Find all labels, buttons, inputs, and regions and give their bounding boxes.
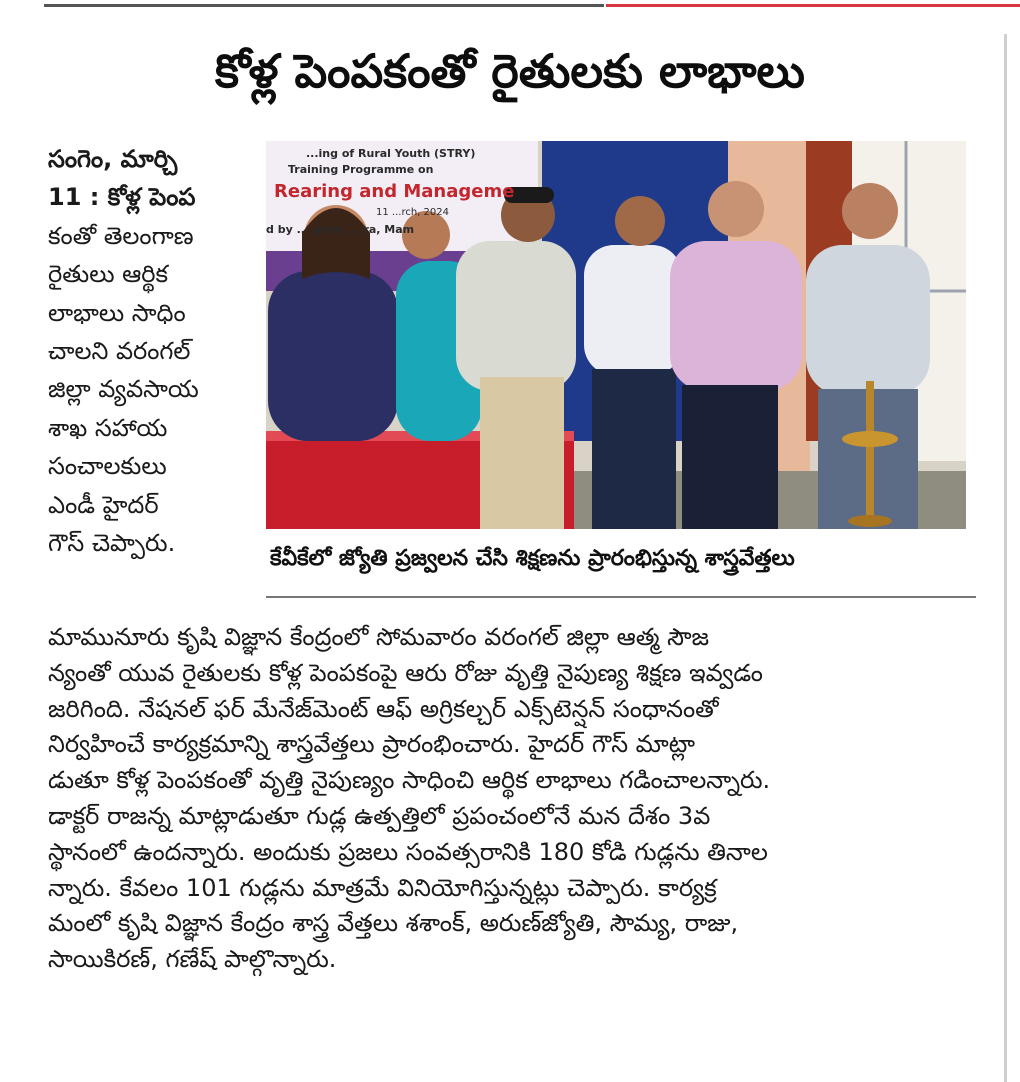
top-rule [44, 4, 604, 7]
dateline-column [48, 140, 256, 562]
intro-line: చాలని వరంగల్ [48, 336, 191, 365]
dateline-line: సంగెం, మార్చి [48, 145, 178, 173]
top-accent-rule [606, 4, 1020, 7]
dateline-line: 11 : కోళ్ల పెంప [48, 183, 196, 212]
intro-line: ఎండీ హైదర్ [48, 490, 159, 519]
intro-line: లాభాలు సాధిం [48, 298, 186, 327]
body-line: న్యంతో యువ రైతులకు కోళ్ల పెంపకంపై ఆరు రోజు వృత్తి నైపుణ్య శిక్షణ ఇవ్వడం [48, 658, 763, 687]
banner-text-1: ...ing of Rural Youth (STRY) [306, 147, 476, 160]
body-line: సాయికిరణ్, గణేష్ పాల్గొన్నారు. [48, 945, 337, 974]
body-line: న్నారు. కేవలం 101 గుడ్లను మాత్రమే వినియోగిస్తున్నట్లు చెప్పారు. కార్యక్ర [48, 873, 717, 902]
intro-line: గౌస్ చెప్పారు. [48, 528, 176, 557]
headline: కోళ్ల పెంపకంతో రైతులకు లాభాలు [215, 44, 805, 98]
column-divider [1004, 34, 1007, 1082]
body-line: జరిగింది. నేషనల్ ఫర్ మేనేజ్‌మెంట్ ఆఫ్ అగ్రికల్చర్ ఎక్స్‌టెన్షన్ సంధానంతో [48, 694, 719, 723]
banner-text-3: Rearing and Manageme [274, 181, 515, 202]
intro-line: కంతో తెలంగాణ [48, 221, 194, 250]
news-photo [266, 141, 966, 529]
photo-caption: కేవీకేలో జ్యోతి ప్రజ్వలన చేసి శిక్షణను ప్రారంభిస్తున్న శాస్త్రవేత్తలు [270, 546, 795, 571]
body-line: మంలో కృషి విజ్ఞాన కేంద్రం శాస్త్ర వేత్తలు శశాంక్, అరుణ్‌జ్యోతి, సౌమ్య, రాజు, [48, 909, 739, 938]
body-line: డుతూ కోళ్ల పెంపకంతో వృత్తి నైపుణ్యం సాధించి ఆర్థిక లాభాలు గడించాలన్నారు. [48, 766, 771, 795]
banner-text-2: Training Programme on [288, 163, 434, 176]
banner-text-5: d by ... gyan ... ra, Mam [266, 223, 415, 236]
intro-line: శాఖ సహాయ [48, 413, 168, 442]
intro-line: సంచాలకులు [48, 452, 167, 481]
caption-divider [266, 596, 976, 598]
body-line: స్థానంలో ఉందన్నారు. అందుకు ప్రజలు సంవత్సరానికి 180 కోడి గుడ్లను తినాల [48, 837, 768, 866]
body-line: డాక్టర్ రాజన్న మాట్లాడుతూ గుడ్ల ఉత్పత్తిలో ప్రపంచంలోనే మన దేశం 3వ [48, 801, 711, 830]
article-body [48, 620, 978, 978]
intro-line: జిల్లా వ్యవసాయ [48, 375, 199, 404]
banner-text-4: 11 ...rch, 2024 [376, 207, 449, 218]
body-line: మామునూరు కృషి విజ్ఞాన కేంద్రంలో సోమవారం వరంగల్ జిల్లా ఆత్మ సౌజ [48, 623, 710, 651]
body-line: నిర్వహించే కార్యక్రమాన్ని శాస్త్రవేత్తలు ప్రారంభించారు. హైదర్ గౌస్ మాట్లా [48, 730, 695, 759]
intro-line: రైతులు ఆర్థిక [48, 260, 169, 289]
